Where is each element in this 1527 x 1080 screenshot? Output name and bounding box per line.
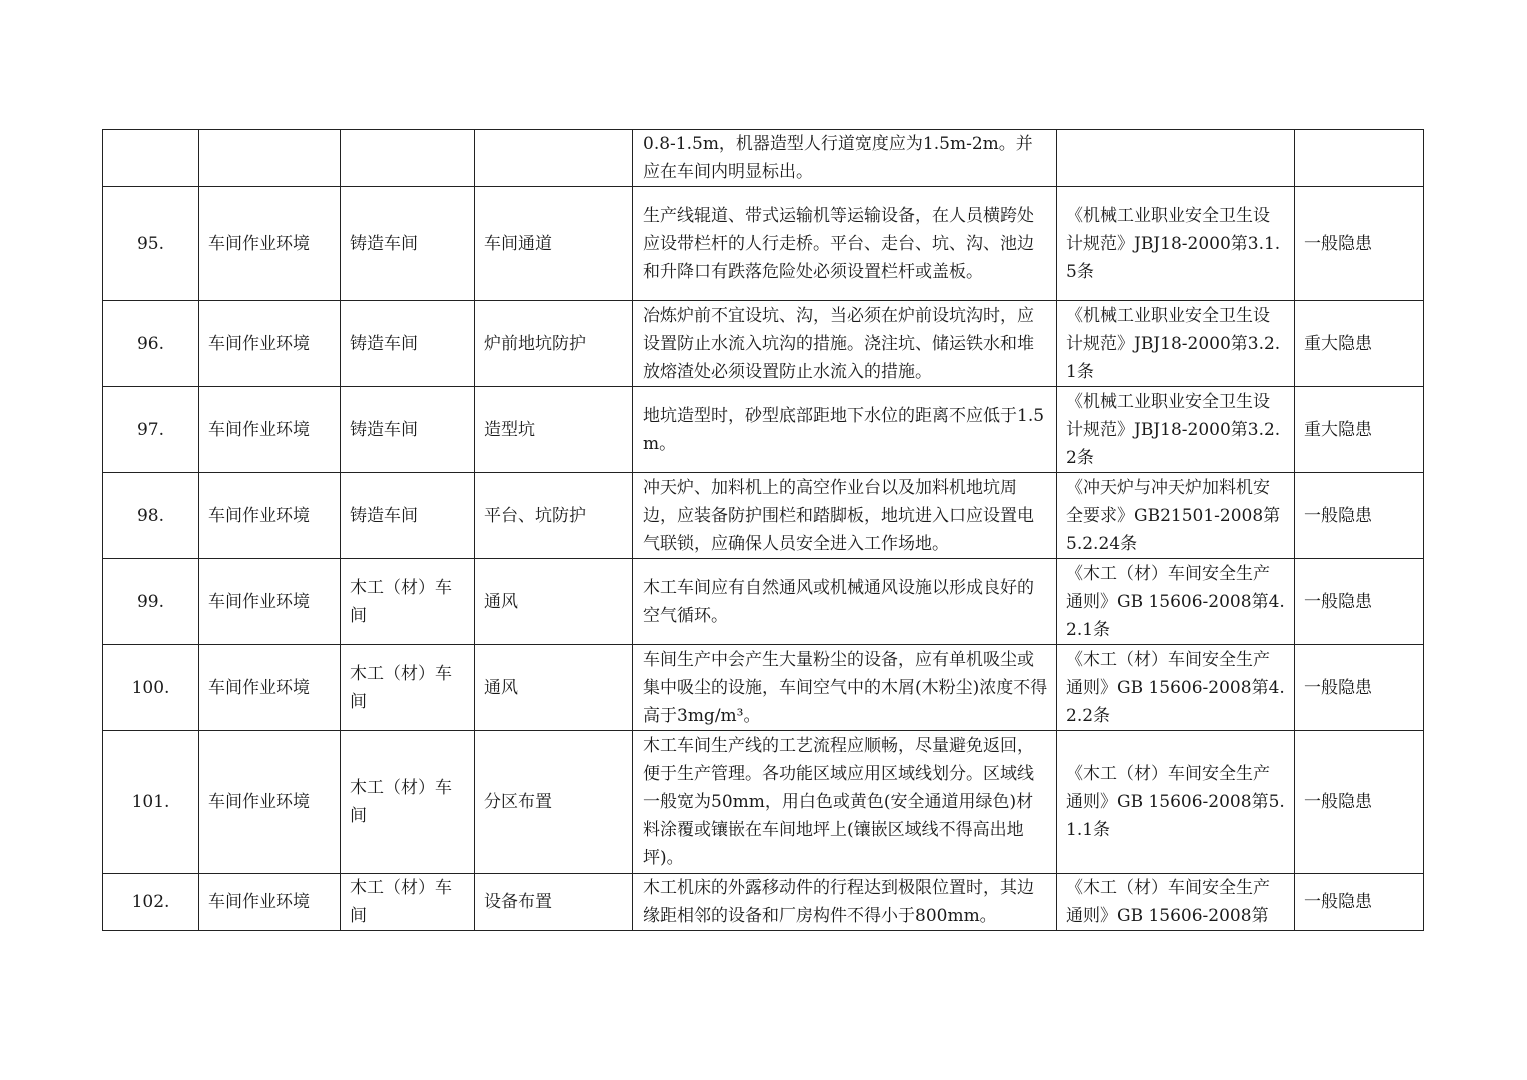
environment-cell (199, 130, 341, 187)
check-item-cell: 设备布置 (475, 874, 633, 931)
workshop-cell: 木工（材）车间 (341, 645, 475, 731)
requirement-cell: 车间生产中会产生大量粉尘的设备，应有单机吸尘或集中吸尘的设施，车间空气中的木屑(木粉尘)浓度不得高于3mg/m³。 (633, 645, 1057, 731)
basis-cell: 《木工（材）车间安全生产通则》GB 15606-2008第4.2.1条 (1057, 559, 1295, 645)
requirement-cell: 木工车间应有自然通风或机械通风设施以形成良好的空气循环。 (633, 559, 1057, 645)
row-number: 98. (103, 473, 199, 559)
table-row (103, 645, 1424, 731)
hazard-level-cell: 重大隐患 (1295, 301, 1424, 387)
workshop-cell: 木工（材）车间 (341, 731, 475, 874)
row-number (103, 130, 199, 187)
hazard-level-cell: 一般隐患 (1295, 874, 1424, 931)
row-number: 97. (103, 387, 199, 473)
hazard-table-body (103, 130, 1424, 931)
basis-cell: 《木工（材）车间安全生产通则》GB 15606-2008第4.2.2条 (1057, 645, 1295, 731)
check-item-cell: 造型坑 (475, 387, 633, 473)
check-item-cell: 分区布置 (475, 731, 633, 874)
table-row (103, 187, 1424, 301)
check-item-cell: 车间通道 (475, 187, 633, 301)
check-item-cell: 通风 (475, 559, 633, 645)
check-item-cell: 平台、坑防护 (475, 473, 633, 559)
environment-cell: 车间作业环境 (199, 731, 341, 874)
basis-cell: 《冲天炉与冲天炉加料机安全要求》GB21501-2008第5.2.24条 (1057, 473, 1295, 559)
basis-cell: 《木工（材）车间安全生产通则》GB 15606-2008第 (1057, 874, 1295, 931)
requirement-cell: 木工车间生产线的工艺流程应顺畅，尽量避免返回，便于生产管理。各功能区域应用区域线划分。区域线一般宽为50mm，用白色或黄色(安全通道用绿色)材料涂覆或镶嵌在车间地坪上(镶嵌区域线不得高出地坪)。 (633, 731, 1057, 874)
basis-cell: 《机械工业职业安全卫生设计规范》JBJ18-2000第3.2.2条 (1057, 387, 1295, 473)
workshop-cell (341, 130, 475, 187)
hazard-table (102, 129, 1424, 931)
row-number: 99. (103, 559, 199, 645)
table-row (103, 301, 1424, 387)
environment-cell: 车间作业环境 (199, 301, 341, 387)
basis-cell (1057, 130, 1295, 187)
workshop-cell: 铸造车间 (341, 473, 475, 559)
row-number: 95. (103, 187, 199, 301)
environment-cell: 车间作业环境 (199, 187, 341, 301)
row-number: 100. (103, 645, 199, 731)
requirement-cell: 冶炼炉前不宜设坑、沟，当必须在炉前设坑沟时，应设置防止水流入坑沟的措施。浇注坑、储运铁水和堆放熔渣处必须设置防止水流入的措施。 (633, 301, 1057, 387)
row-number: 102. (103, 874, 199, 931)
table-row (103, 559, 1424, 645)
table-row (103, 473, 1424, 559)
environment-cell: 车间作业环境 (199, 559, 341, 645)
environment-cell: 车间作业环境 (199, 387, 341, 473)
hazard-level-cell (1295, 130, 1424, 187)
environment-cell: 车间作业环境 (199, 645, 341, 731)
basis-cell: 《机械工业职业安全卫生设计规范》JBJ18-2000第3.1.5条 (1057, 187, 1295, 301)
requirement-cell: 生产线辊道、带式运输机等运输设备，在人员横跨处应设带栏杆的人行走桥。平台、走台、坑、沟、池边和升降口有跌落危险处必须设置栏杆或盖板。 (633, 187, 1057, 301)
hazard-level-cell: 一般隐患 (1295, 473, 1424, 559)
environment-cell: 车间作业环境 (199, 874, 341, 931)
row-number: 101. (103, 731, 199, 874)
workshop-cell: 铸造车间 (341, 301, 475, 387)
table-row (103, 731, 1424, 874)
workshop-cell: 铸造车间 (341, 387, 475, 473)
row-number: 96. (103, 301, 199, 387)
check-item-cell: 通风 (475, 645, 633, 731)
basis-cell: 《木工（材）车间安全生产通则》GB 15606-2008第5.1.1条 (1057, 731, 1295, 874)
check-item-cell (475, 130, 633, 187)
check-item-cell: 炉前地坑防护 (475, 301, 633, 387)
table-row (103, 874, 1424, 931)
hazard-level-cell: 一般隐患 (1295, 559, 1424, 645)
workshop-cell: 木工（材）车间 (341, 874, 475, 931)
environment-cell: 车间作业环境 (199, 473, 341, 559)
workshop-cell: 木工（材）车间 (341, 559, 475, 645)
hazard-level-cell: 重大隐患 (1295, 387, 1424, 473)
basis-cell: 《机械工业职业安全卫生设计规范》JBJ18-2000第3.2.1条 (1057, 301, 1295, 387)
table-row (103, 387, 1424, 473)
requirement-cell: 冲天炉、加料机上的高空作业台以及加料机地坑周边，应装备防护围栏和踏脚板，地坑进入口应设置电气联锁，应确保人员安全进入工作场地。 (633, 473, 1057, 559)
hazard-level-cell: 一般隐患 (1295, 731, 1424, 874)
hazard-level-cell: 一般隐患 (1295, 645, 1424, 731)
requirement-cell: 地坑造型时，砂型底部距地下水位的距离不应低于1.5m。 (633, 387, 1057, 473)
requirement-cell: 0.8-1.5m，机器造型人行道宽度应为1.5m-2m。并应在车间内明显标出。 (633, 130, 1057, 187)
requirement-cell: 木工机床的外露移动件的行程达到极限位置时，其边缘距相邻的设备和厂房构件不得小于800mm。 (633, 874, 1057, 931)
workshop-cell: 铸造车间 (341, 187, 475, 301)
table-row (103, 130, 1424, 187)
hazard-level-cell: 一般隐患 (1295, 187, 1424, 301)
